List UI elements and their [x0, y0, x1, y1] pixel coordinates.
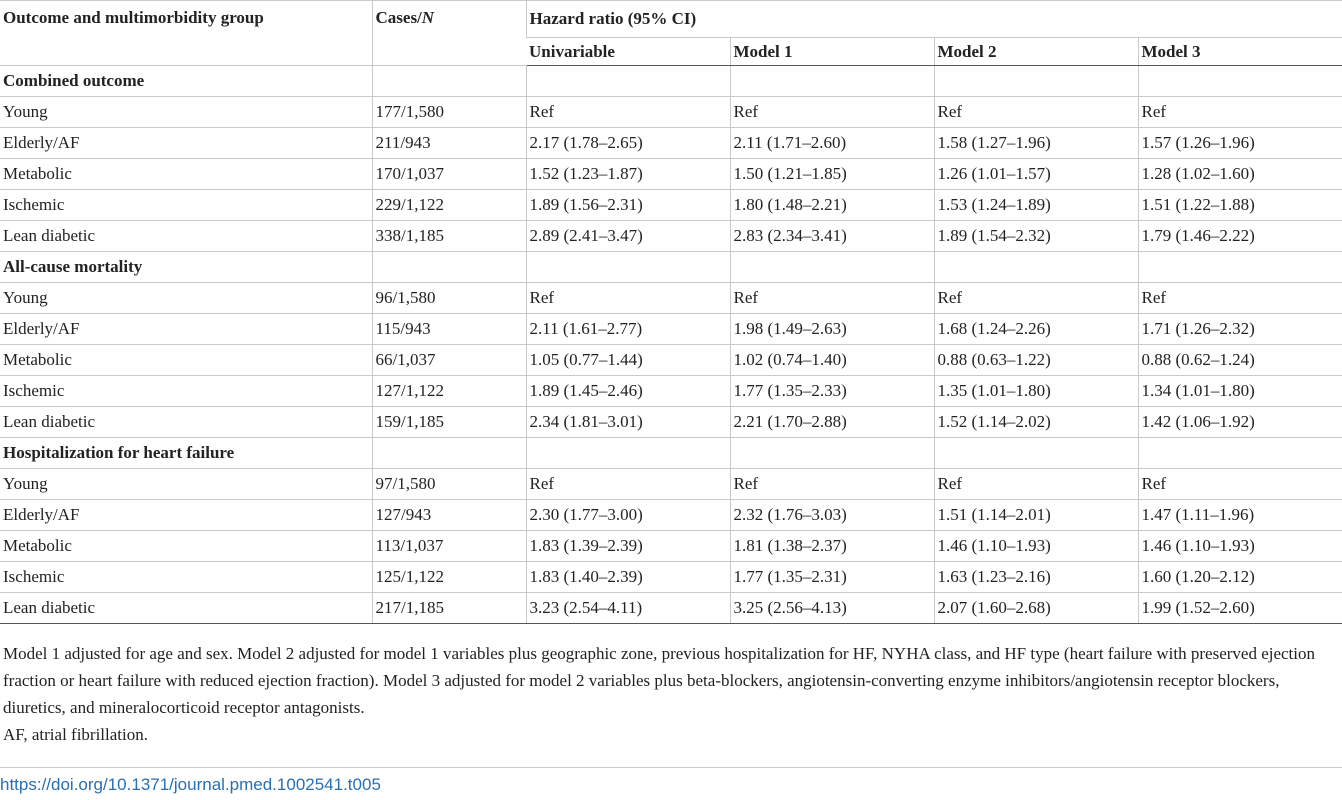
cases-cell: 217/1,185: [372, 593, 526, 624]
cases-cell: 97/1,580: [372, 469, 526, 500]
models-note: Model 1 adjusted for age and sex. Model 2 adjusted for model 1 variables plus geographic zone, previous hospitalization for HF, NYHA class, and HF type (heart failure with preserved ejection fraction or heart failure with reduced ejection fraction). Model 3 adjusted for model 2 variables plus beta-blockers, angiotensin-converting enzyme inhibitors/angiotensin receptor blockers, diuretics, and mineralocorticoid receptor antagonists.: [3, 644, 1316, 717]
section-title: Combined outcome: [0, 66, 372, 97]
header-hazard-ratio: Hazard ratio (95% CI): [526, 1, 1342, 38]
hr-cell: 1.46 (1.10–1.93): [1138, 531, 1342, 562]
table-row: [0, 159, 1342, 190]
table-row: [0, 128, 1342, 159]
group-cell: Young: [0, 469, 372, 500]
hr-cell: 1.77 (1.35–2.31): [730, 562, 934, 593]
hr-cell: 2.07 (1.60–2.68): [934, 593, 1138, 624]
cases-cell: 115/943: [372, 314, 526, 345]
cases-cell: 177/1,580: [372, 97, 526, 128]
hr-cell: 2.21 (1.70–2.88): [730, 407, 934, 438]
hr-cell: 3.25 (2.56–4.13): [730, 593, 934, 624]
section-title: All-cause mortality: [0, 252, 372, 283]
header-model-3: Model 3: [1138, 38, 1342, 66]
cases-cell: 229/1,122: [372, 190, 526, 221]
section-title: Hospitalization for heart failure: [0, 438, 372, 469]
hr-cell: Ref: [730, 469, 934, 500]
hr-cell: 2.32 (1.76–3.03): [730, 500, 934, 531]
header-row-1: [0, 1, 1342, 38]
hr-cell: 1.47 (1.11–1.96): [1138, 500, 1342, 531]
cases-cell: 96/1,580: [372, 283, 526, 314]
hr-cell: 1.60 (1.20–2.12): [1138, 562, 1342, 593]
table-row: [0, 469, 1342, 500]
hr-cell: 1.46 (1.10–1.93): [934, 531, 1138, 562]
hr-cell: 1.34 (1.01–1.80): [1138, 376, 1342, 407]
cases-cell: 125/1,122: [372, 562, 526, 593]
hr-cell: 2.34 (1.81–3.01): [526, 407, 730, 438]
hr-cell: Ref: [1138, 283, 1342, 314]
hr-cell: 1.71 (1.26–2.32): [1138, 314, 1342, 345]
hr-cell: 1.99 (1.52–2.60): [1138, 593, 1342, 624]
hr-cell: 2.11 (1.61–2.77): [526, 314, 730, 345]
group-cell: Ischemic: [0, 190, 372, 221]
cases-cell: 66/1,037: [372, 345, 526, 376]
table-row: [0, 376, 1342, 407]
hr-cell: 1.05 (0.77–1.44): [526, 345, 730, 376]
hr-cell: 1.02 (0.74–1.40): [730, 345, 934, 376]
hr-cell: 1.89 (1.45–2.46): [526, 376, 730, 407]
cases-cell: 113/1,037: [372, 531, 526, 562]
group-cell: Elderly/AF: [0, 500, 372, 531]
header-univariable: Univariable: [526, 38, 730, 66]
header-cases: [372, 1, 526, 66]
group-cell: Young: [0, 97, 372, 128]
hr-cell: Ref: [1138, 469, 1342, 500]
table-row: [0, 407, 1342, 438]
hr-cell: Ref: [730, 97, 934, 128]
cases-cell: 159/1,185: [372, 407, 526, 438]
hr-cell: Ref: [526, 97, 730, 128]
hr-cell: 2.30 (1.77–3.00): [526, 500, 730, 531]
table-row: [0, 283, 1342, 314]
hr-cell: 1.68 (1.24–2.26): [934, 314, 1138, 345]
hr-cell: 2.89 (2.41–3.47): [526, 221, 730, 252]
hr-cell: 1.58 (1.27–1.96): [934, 128, 1138, 159]
hr-cell: Ref: [1138, 97, 1342, 128]
section-header-row: [0, 252, 1342, 283]
group-cell: Lean diabetic: [0, 593, 372, 624]
hr-cell: 2.17 (1.78–2.65): [526, 128, 730, 159]
hr-cell: 1.83 (1.40–2.39): [526, 562, 730, 593]
hr-cell: 2.83 (2.34–3.41): [730, 221, 934, 252]
hr-cell: 1.26 (1.01–1.57): [934, 159, 1138, 190]
table-row: [0, 190, 1342, 221]
group-cell: Elderly/AF: [0, 314, 372, 345]
hr-cell: 0.88 (0.62–1.24): [1138, 345, 1342, 376]
hr-cell: 1.28 (1.02–1.60): [1138, 159, 1342, 190]
header-cases-prefix: Cases/: [375, 8, 422, 27]
group-cell: Ischemic: [0, 562, 372, 593]
hr-cell: 1.42 (1.06–1.92): [1138, 407, 1342, 438]
table-row: [0, 221, 1342, 252]
table-row: [0, 593, 1342, 624]
hr-cell: 1.81 (1.38–2.37): [730, 531, 934, 562]
hr-cell: 1.89 (1.54–2.32): [934, 221, 1138, 252]
hr-cell: 1.35 (1.01–1.80): [934, 376, 1138, 407]
hr-cell: 2.11 (1.71–2.60): [730, 128, 934, 159]
section-header-row: [0, 66, 1342, 97]
cases-cell: 127/943: [372, 500, 526, 531]
hr-cell: 1.57 (1.26–1.96): [1138, 128, 1342, 159]
group-cell: Lean diabetic: [0, 407, 372, 438]
hr-cell: 1.50 (1.21–1.85): [730, 159, 934, 190]
cases-cell: 338/1,185: [372, 221, 526, 252]
hr-cell: 1.52 (1.23–1.87): [526, 159, 730, 190]
hr-cell: Ref: [934, 97, 1138, 128]
header-outcome: Outcome and multimorbidity group: [0, 1, 372, 66]
table-row: [0, 345, 1342, 376]
hr-cell: 1.63 (1.23–2.16): [934, 562, 1138, 593]
group-cell: Metabolic: [0, 531, 372, 562]
hr-cell: 1.89 (1.56–2.31): [526, 190, 730, 221]
hr-cell: 1.79 (1.46–2.22): [1138, 221, 1342, 252]
table-row: [0, 500, 1342, 531]
group-cell: Metabolic: [0, 159, 372, 190]
section-header-row: [0, 438, 1342, 469]
table-row: [0, 531, 1342, 562]
table-body: [0, 66, 1342, 624]
abbreviation-note: AF, atrial fibrillation.: [3, 725, 148, 744]
hr-cell: 1.77 (1.35–2.33): [730, 376, 934, 407]
hr-cell: 3.23 (2.54–4.11): [526, 593, 730, 624]
cases-cell: 170/1,037: [372, 159, 526, 190]
table-row: [0, 97, 1342, 128]
hr-cell: 1.52 (1.14–2.02): [934, 407, 1138, 438]
doi-link[interactable]: https://doi.org/10.1371/journal.pmed.1002541.t005: [0, 775, 381, 794]
group-cell: Metabolic: [0, 345, 372, 376]
group-cell: Ischemic: [0, 376, 372, 407]
hr-cell: 1.51 (1.14–2.01): [934, 500, 1138, 531]
group-cell: Elderly/AF: [0, 128, 372, 159]
hr-cell: 1.51 (1.22–1.88): [1138, 190, 1342, 221]
hr-cell: Ref: [934, 283, 1138, 314]
hr-cell: 1.80 (1.48–2.21): [730, 190, 934, 221]
header-cases-n: N: [421, 8, 435, 27]
group-cell: Young: [0, 283, 372, 314]
hr-cell: 1.83 (1.39–2.39): [526, 531, 730, 562]
table-row: [0, 562, 1342, 593]
header-model-1: Model 1: [730, 38, 934, 66]
hr-cell: 1.53 (1.24–1.89): [934, 190, 1138, 221]
hr-cell: Ref: [730, 283, 934, 314]
group-cell: Lean diabetic: [0, 221, 372, 252]
table-row: [0, 314, 1342, 345]
cases-cell: 211/943: [372, 128, 526, 159]
cases-cell: 127/1,122: [372, 376, 526, 407]
header-model-2: Model 2: [934, 38, 1138, 66]
hr-cell: 1.98 (1.49–2.63): [730, 314, 934, 345]
hr-cell: 0.88 (0.63–1.22): [934, 345, 1138, 376]
hr-cell: Ref: [526, 469, 730, 500]
hr-cell: Ref: [526, 283, 730, 314]
hr-cell: Ref: [934, 469, 1138, 500]
table-footnote: [3, 640, 1339, 748]
footer-divider: [0, 767, 1342, 768]
